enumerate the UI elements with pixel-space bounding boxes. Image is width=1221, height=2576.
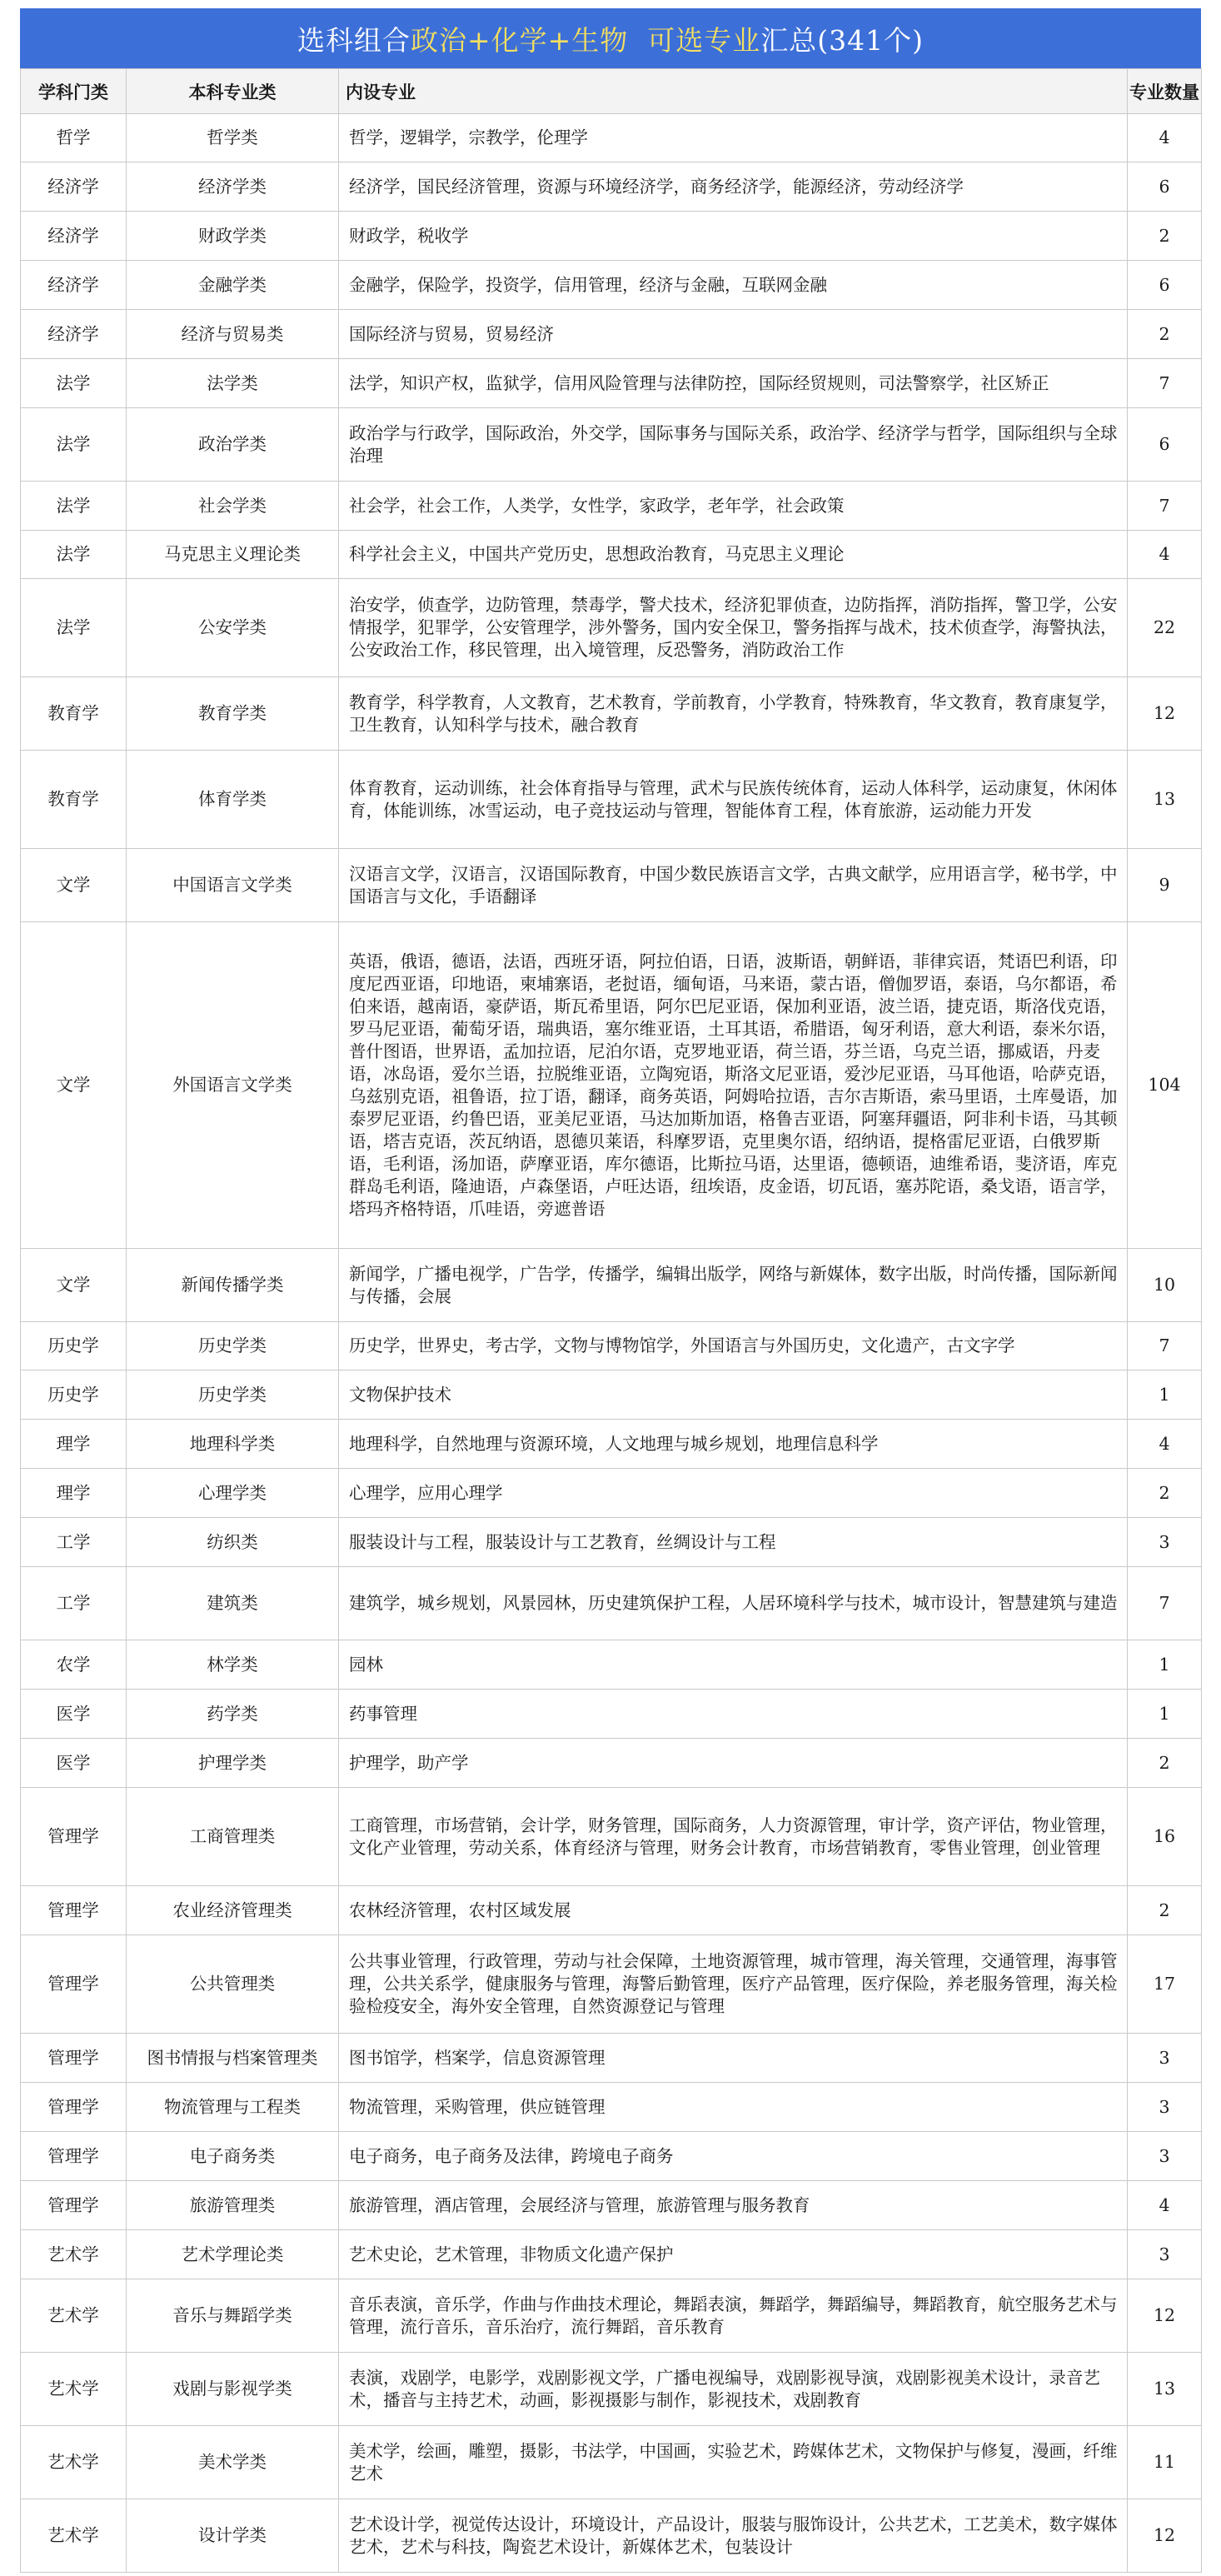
cell-majors: 体育教育，运动训练，社会体育指导与管理，武术与民族传统体育，运动人体科学，运动康复，休闲体育，体能训练，冰雪运动，电子竞技运动与管理，智能体育工程，体育旅游，运动能力开发 — [339, 751, 1128, 849]
cell-majors: 药事管理 — [339, 1690, 1128, 1739]
cell-majors: 电子商务，电子商务及法律，跨境电子商务 — [339, 2132, 1128, 2181]
cell-majors: 建筑学，城乡规划，风景园林，历史建筑保护工程，人居环境科学与技术，城市设计，智慧建筑与建造 — [339, 1567, 1128, 1640]
cell-count: 2 — [1128, 1469, 1202, 1518]
cell-majors: 科学社会主义，中国共产党历史，思想政治教育，马克思主义理论 — [339, 531, 1128, 579]
majors-table — [20, 68, 1202, 2573]
table-row — [21, 2230, 1202, 2279]
cell-category: 公安学类 — [127, 579, 339, 677]
table-row — [21, 408, 1202, 482]
cell-discipline: 艺术学 — [21, 2499, 127, 2573]
cell-majors: 园林 — [339, 1640, 1128, 1690]
table-row — [21, 1322, 1202, 1370]
cell-majors: 社会学，社会工作，人类学，女性学，家政学，老年学，社会政策 — [339, 482, 1128, 531]
cell-count: 4 — [1128, 531, 1202, 579]
cell-category: 林学类 — [127, 1640, 339, 1690]
cell-discipline: 管理学 — [21, 1886, 127, 1935]
cell-majors: 哲学，逻辑学，宗教学，伦理学 — [339, 114, 1128, 162]
cell-category: 药学类 — [127, 1690, 339, 1739]
cell-discipline: 医学 — [21, 1690, 127, 1739]
table-row — [21, 1518, 1202, 1567]
cell-majors: 财政学，税收学 — [339, 212, 1128, 261]
cell-discipline: 文学 — [21, 849, 127, 922]
table-row — [21, 579, 1202, 677]
cell-discipline: 法学 — [21, 408, 127, 482]
cell-category: 农业经济管理类 — [127, 1886, 339, 1935]
table-row — [21, 1370, 1202, 1420]
cell-category: 图书情报与档案管理类 — [127, 2034, 339, 2083]
cell-discipline: 法学 — [21, 531, 127, 579]
cell-majors: 新闻学，广播电视学，广告学，传播学，编辑出版学，网络与新媒体，数字出版，时尚传播，国际新闻与传播，会展 — [339, 1249, 1128, 1322]
cell-count: 1 — [1128, 1690, 1202, 1739]
cell-majors: 汉语言文学，汉语言，汉语国际教育，中国少数民族语言文学，古典文献学，应用语言学，秘书学，中国语言与文化，手语翻译 — [339, 849, 1128, 922]
table-row — [21, 2426, 1202, 2499]
page-title — [20, 8, 1201, 68]
cell-majors: 历史学，世界史，考古学，文物与博物馆学，外国语言与外国历史，文化遗产，古文字学 — [339, 1322, 1128, 1370]
cell-majors: 艺术设计学，视觉传达设计，环境设计，产品设计，服装与服饰设计，公共艺术，工艺美术，数字媒体艺术，艺术与科技，陶瓷艺术设计，新媒体艺术，包装设计 — [339, 2499, 1128, 2573]
header-discipline: 学科门类 — [21, 69, 127, 114]
table-row — [21, 212, 1202, 261]
cell-discipline: 艺术学 — [21, 2230, 127, 2279]
cell-discipline: 理学 — [21, 1469, 127, 1518]
cell-discipline: 教育学 — [21, 677, 127, 751]
cell-category: 金融学类 — [127, 261, 339, 310]
title-prefix: 选科组合 — [297, 23, 411, 57]
cell-category: 设计学类 — [127, 2499, 339, 2573]
table-row — [21, 310, 1202, 359]
cell-category: 法学类 — [127, 359, 339, 408]
cell-count: 3 — [1128, 2132, 1202, 2181]
cell-discipline: 艺术学 — [21, 2279, 127, 2353]
cell-majors: 教育学，科学教育，人文教育，艺术教育，学前教育，小学教育，特殊教育，华文教育，教育康复学，卫生教育，认知科学与技术，融合教育 — [339, 677, 1128, 751]
cell-discipline: 医学 — [21, 1739, 127, 1788]
cell-count: 2 — [1128, 1739, 1202, 1788]
cell-category: 体育学类 — [127, 751, 339, 849]
table-row — [21, 1249, 1202, 1322]
cell-category: 美术学类 — [127, 2426, 339, 2499]
cell-category: 戏剧与影视学类 — [127, 2353, 339, 2426]
cell-discipline: 管理学 — [21, 1788, 127, 1886]
cell-category: 护理学类 — [127, 1739, 339, 1788]
table-body — [21, 114, 1202, 2573]
table-row — [21, 1935, 1202, 2034]
title-middle: 可选专业 — [647, 23, 761, 57]
cell-discipline: 经济学 — [21, 212, 127, 261]
cell-majors: 法学，知识产权，监狱学，信用风险管理与法律防控，国际经贸规则，司法警察学，社区矫正 — [339, 359, 1128, 408]
cell-category: 政治学类 — [127, 408, 339, 482]
cell-majors: 农林经济管理，农村区域发展 — [339, 1886, 1128, 1935]
cell-count: 16 — [1128, 1788, 1202, 1886]
cell-count: 13 — [1128, 751, 1202, 849]
cell-majors: 美术学，绘画，雕塑，摄影，书法学，中国画，实验艺术，跨媒体艺术，文物保护与修复，漫画，纤维艺术 — [339, 2426, 1128, 2499]
cell-count: 7 — [1128, 482, 1202, 531]
cell-count: 6 — [1128, 162, 1202, 212]
cell-category: 地理科学类 — [127, 1420, 339, 1469]
cell-count: 1 — [1128, 1640, 1202, 1690]
table-row — [21, 849, 1202, 922]
cell-discipline: 管理学 — [21, 2083, 127, 2132]
cell-discipline: 哲学 — [21, 114, 127, 162]
table-row — [21, 1690, 1202, 1739]
cell-category: 旅游管理类 — [127, 2181, 339, 2230]
cell-count: 3 — [1128, 1518, 1202, 1567]
cell-count: 12 — [1128, 2499, 1202, 2573]
cell-category: 经济与贸易类 — [127, 310, 339, 359]
cell-category: 物流管理与工程类 — [127, 2083, 339, 2132]
table-row — [21, 2353, 1202, 2426]
table-row — [21, 1567, 1202, 1640]
cell-category: 新闻传播学类 — [127, 1249, 339, 1322]
cell-category: 纺织类 — [127, 1518, 339, 1567]
cell-count: 2 — [1128, 212, 1202, 261]
cell-majors: 英语，俄语，德语，法语，西班牙语，阿拉伯语，日语，波斯语，朝鲜语，菲律宾语，梵语巴利语，印度尼西亚语，印地语，柬埔寨语，老挝语，缅甸语，马来语，蒙古语，僧伽罗语，泰语，乌尔都语，希伯来语，越南语，豪萨语，斯瓦希里语，阿尔巴尼亚语，保加利亚语，波兰语，捷克语，斯洛伐克语，罗马尼亚语，葡萄牙语，瑞典语，塞尔维亚语，土耳其语，希腊语，匈牙利语，意大利语，泰米尔语，普什图语，世界语，孟加拉语，尼泊尔语，克罗地亚语，荷兰语，芬兰语，乌克兰语，挪威语，丹麦语，冰岛语，爱尔兰语，拉脱维亚语，立陶宛语，斯洛文尼亚语，爱沙尼亚语，马耳他语，哈萨克语，乌兹别克语，祖鲁语，拉丁语，翻译，商务英语，阿姆哈拉语，吉尔吉斯语，索马里语，土库曼语，加泰罗尼亚语，约鲁巴语，亚美尼亚语，马达加斯加语，格鲁吉亚语，阿塞拜疆语，阿非利卡语，马其顿语，塔吉克语，茨瓦纳语，恩德贝莱语，科摩罗语，克里奥尔语，绍纳语，提格雷尼亚语，白俄罗斯语，毛利语，汤加语，萨摩亚语，库尔德语，比斯拉马语，达里语，德顿语，迪维希语，斐济语，库克群岛毛利语，隆迪语，卢森堡语，卢旺达语，纽埃语，皮金语，切瓦语，塞苏陀语，桑戈语，语言学，塔玛齐格特语，爪哇语，旁遮普语 — [339, 922, 1128, 1249]
table-row — [21, 114, 1202, 162]
cell-discipline: 经济学 — [21, 162, 127, 212]
cell-count: 13 — [1128, 2353, 1202, 2426]
cell-category: 哲学类 — [127, 114, 339, 162]
header-count: 专业数量 — [1128, 69, 1202, 114]
cell-category: 社会学类 — [127, 482, 339, 531]
cell-count: 4 — [1128, 114, 1202, 162]
cell-category: 马克思主义理论类 — [127, 531, 339, 579]
cell-count: 6 — [1128, 261, 1202, 310]
cell-majors: 经济学，国民经济管理，资源与环境经济学，商务经济学，能源经济，劳动经济学 — [339, 162, 1128, 212]
cell-majors: 物流管理，采购管理，供应链管理 — [339, 2083, 1128, 2132]
cell-count: 1 — [1128, 1370, 1202, 1420]
cell-discipline: 文学 — [21, 922, 127, 1249]
cell-discipline: 工学 — [21, 1567, 127, 1640]
cell-discipline: 文学 — [21, 1249, 127, 1322]
cell-category: 建筑类 — [127, 1567, 339, 1640]
cell-majors: 表演，戏剧学，电影学，戏剧影视文学，广播电视编导，戏剧影视导演，戏剧影视美术设计，录音艺术，播音与主持艺术，动画，影视摄影与制作，影视技术，戏剧教育 — [339, 2353, 1128, 2426]
table-row — [21, 677, 1202, 751]
cell-majors: 治安学，侦查学，边防管理，禁毒学，警犬技术，经济犯罪侦查，边防指挥，消防指挥，警卫学，公安情报学，犯罪学，公安管理学，涉外警务，国内安全保卫，警务指挥与战术，技术侦查学，海警执法，公安政治工作，移民管理，出入境管理，反恐警务，消防政治工作 — [339, 579, 1128, 677]
table-row — [21, 1640, 1202, 1690]
cell-category: 电子商务类 — [127, 2132, 339, 2181]
cell-count: 10 — [1128, 1249, 1202, 1322]
cell-majors: 公共事业管理，行政管理，劳动与社会保障，土地资源管理，城市管理，海关管理，交通管理，海事管理，公共关系学，健康服务与管理，海警后勤管理，医疗产品管理，医疗保险，养老服务管理，海关检验检疫安全，海外安全管理，自然资源登记与管理 — [339, 1935, 1128, 2034]
cell-count: 2 — [1128, 310, 1202, 359]
cell-category: 工商管理类 — [127, 1788, 339, 1886]
cell-category: 历史学类 — [127, 1322, 339, 1370]
cell-count: 6 — [1128, 408, 1202, 482]
header-category: 本科专业类 — [127, 69, 339, 114]
cell-count: 11 — [1128, 2426, 1202, 2499]
table-row — [21, 482, 1202, 531]
cell-category: 公共管理类 — [127, 1935, 339, 2034]
table-row — [21, 261, 1202, 310]
title-combo: 政治+化学+生物 — [410, 23, 629, 57]
table-row — [21, 922, 1202, 1249]
cell-discipline: 法学 — [21, 579, 127, 677]
cell-majors: 地理科学，自然地理与资源环境，人文地理与城乡规划，地理信息科学 — [339, 1420, 1128, 1469]
table-row — [21, 531, 1202, 579]
cell-discipline: 农学 — [21, 1640, 127, 1690]
table-row — [21, 2181, 1202, 2230]
cell-count: 4 — [1128, 1420, 1202, 1469]
cell-discipline: 艺术学 — [21, 2353, 127, 2426]
table-row — [21, 2279, 1202, 2353]
cell-majors: 政治学与行政学，国际政治，外交学，国际事务与国际关系，政治学、经济学与哲学，国际组织与全球治理 — [339, 408, 1128, 482]
cell-count: 12 — [1128, 677, 1202, 751]
table-row — [21, 2499, 1202, 2573]
cell-majors: 图书馆学，档案学，信息资源管理 — [339, 2034, 1128, 2083]
table-row — [21, 751, 1202, 849]
cell-majors: 服装设计与工程，服装设计与工艺教育，丝绸设计与工程 — [339, 1518, 1128, 1567]
cell-majors: 护理学，助产学 — [339, 1739, 1128, 1788]
table-row — [21, 2083, 1202, 2132]
table-row — [21, 1886, 1202, 1935]
cell-majors: 心理学，应用心理学 — [339, 1469, 1128, 1518]
cell-discipline: 管理学 — [21, 1935, 127, 2034]
cell-category: 中国语言文学类 — [127, 849, 339, 922]
cell-discipline: 艺术学 — [21, 2426, 127, 2499]
cell-count: 2 — [1128, 1886, 1202, 1935]
table-row — [21, 1788, 1202, 1886]
cell-discipline: 法学 — [21, 359, 127, 408]
cell-count: 7 — [1128, 359, 1202, 408]
cell-category: 财政学类 — [127, 212, 339, 261]
cell-count: 12 — [1128, 2279, 1202, 2353]
cell-majors: 文物保护技术 — [339, 1370, 1128, 1420]
cell-discipline: 管理学 — [21, 2034, 127, 2083]
cell-majors: 音乐表演，音乐学，作曲与作曲技术理论，舞蹈表演，舞蹈学，舞蹈编导，舞蹈教育，航空服务艺术与管理，流行音乐，音乐治疗，流行舞蹈，音乐教育 — [339, 2279, 1128, 2353]
cell-category: 音乐与舞蹈学类 — [127, 2279, 339, 2353]
cell-count: 9 — [1128, 849, 1202, 922]
cell-count: 3 — [1128, 2230, 1202, 2279]
cell-category: 艺术学理论类 — [127, 2230, 339, 2279]
cell-discipline: 管理学 — [21, 2181, 127, 2230]
cell-count: 3 — [1128, 2034, 1202, 2083]
table-header-row — [21, 69, 1202, 114]
table-row — [21, 1469, 1202, 1518]
cell-category: 外国语言文学类 — [127, 922, 339, 1249]
cell-discipline: 教育学 — [21, 751, 127, 849]
cell-discipline: 管理学 — [21, 2132, 127, 2181]
table-row — [21, 2034, 1202, 2083]
cell-discipline: 历史学 — [21, 1322, 127, 1370]
cell-discipline: 历史学 — [21, 1370, 127, 1420]
cell-discipline: 理学 — [21, 1420, 127, 1469]
table-row — [21, 2132, 1202, 2181]
table-row — [21, 359, 1202, 408]
cell-discipline: 工学 — [21, 1518, 127, 1567]
cell-count: 3 — [1128, 2083, 1202, 2132]
cell-discipline: 经济学 — [21, 261, 127, 310]
cell-discipline: 法学 — [21, 482, 127, 531]
cell-count: 17 — [1128, 1935, 1202, 2034]
cell-count: 7 — [1128, 1567, 1202, 1640]
cell-count: 7 — [1128, 1322, 1202, 1370]
cell-majors: 工商管理，市场营销，会计学，财务管理，国际商务，人力资源管理，审计学，资产评估，物业管理，文化产业管理，劳动关系，体育经济与管理，财务会计教育，市场营销教育，零售业管理，创业管理 — [339, 1788, 1128, 1886]
header-majors: 内设专业 — [339, 69, 1128, 114]
cell-category: 心理学类 — [127, 1469, 339, 1518]
cell-count: 22 — [1128, 579, 1202, 677]
table-row — [21, 162, 1202, 212]
table-row — [21, 1739, 1202, 1788]
cell-count: 104 — [1128, 922, 1202, 1249]
cell-majors: 金融学，保险学，投资学，信用管理，经济与金融，互联网金融 — [339, 261, 1128, 310]
cell-majors: 国际经济与贸易，贸易经济 — [339, 310, 1128, 359]
cell-discipline: 经济学 — [21, 310, 127, 359]
cell-category: 教育学类 — [127, 677, 339, 751]
table-row — [21, 1420, 1202, 1469]
cell-majors: 艺术史论，艺术管理，非物质文化遗产保护 — [339, 2230, 1128, 2279]
title-suffix: 汇总(341个) — [760, 23, 924, 57]
cell-majors: 旅游管理，酒店管理，会展经济与管理，旅游管理与服务教育 — [339, 2181, 1128, 2230]
cell-count: 4 — [1128, 2181, 1202, 2230]
cell-category: 历史学类 — [127, 1370, 339, 1420]
cell-category: 经济学类 — [127, 162, 339, 212]
